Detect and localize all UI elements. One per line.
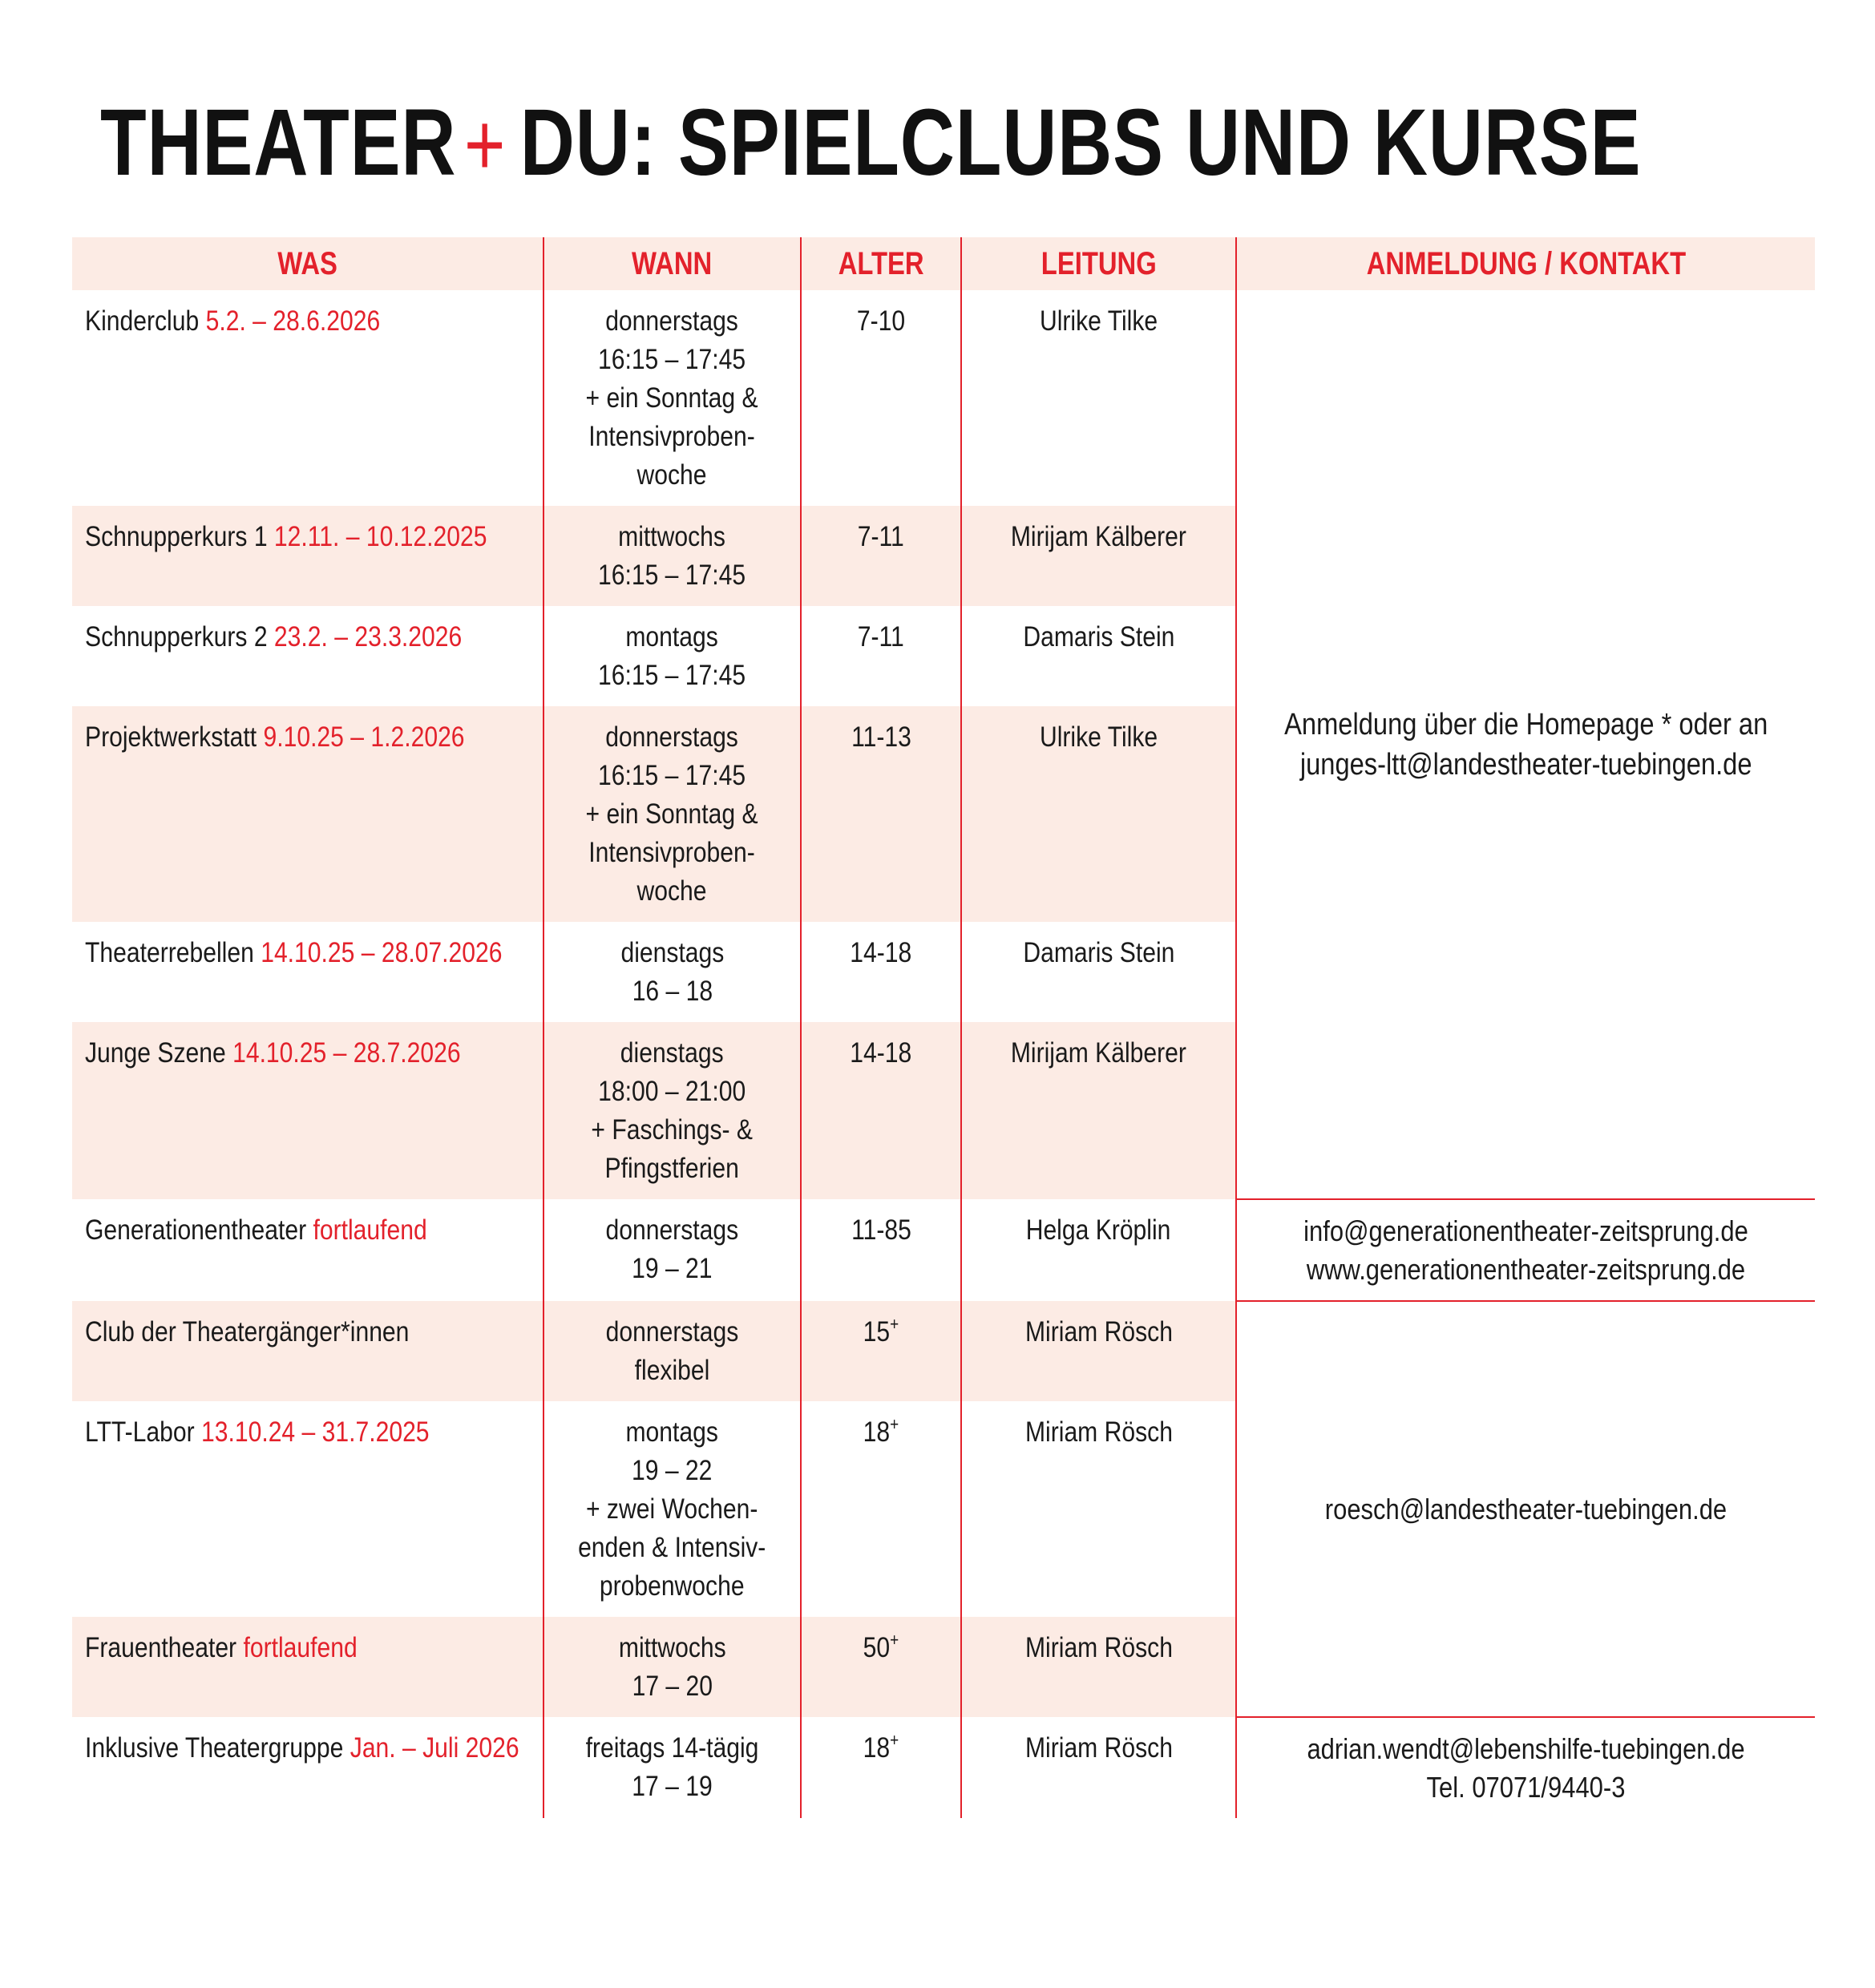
cell-was: Kinderclub 5.2. – 28.6.2026 <box>72 290 544 506</box>
cell-leitung: Damaris Stein <box>961 606 1236 706</box>
cell-was: Schnupperkurs 2 23.2. – 23.3.2026 <box>72 606 544 706</box>
cell-wann: montags 16:15 – 17:45 <box>544 606 801 706</box>
cell-wann: freitags 14-tägig 17 – 19 <box>544 1717 801 1818</box>
cell-wann: mittwochs 17 – 20 <box>544 1617 801 1717</box>
cell-was: Inklusive Theatergruppe Jan. – Juli 2026 <box>72 1717 544 1818</box>
plus-superscript: + <box>890 1314 899 1334</box>
table-row <box>72 1717 1815 1818</box>
plus-superscript: + <box>890 1630 899 1650</box>
cell-leitung: Mirijam Kälberer <box>961 506 1236 606</box>
cell-alter: 18+ <box>801 1401 961 1617</box>
cell-leitung: Mirijam Kälberer <box>961 1022 1236 1199</box>
contact-generationentheater: info@generationentheater-zeitsprung.de www.generationentheater-zeitsprung.de <box>1236 1199 1815 1301</box>
table-row <box>72 290 1815 506</box>
header-wann: WANN <box>544 237 801 290</box>
cell-wann: donnerstags 16:15 – 17:45 + ein Sonntag & Intensivproben- woche <box>544 290 801 506</box>
cell-alter: 15+ <box>801 1301 961 1401</box>
cell-leitung: Ulrike Tilke <box>961 706 1236 922</box>
cell-alter: 50+ <box>801 1617 961 1717</box>
cell-wann: dienstags 16 – 18 <box>544 922 801 1022</box>
cell-leitung: Miriam Rösch <box>961 1717 1236 1818</box>
header-was: WAS <box>72 237 544 290</box>
header-kontakt: ANMELDUNG / KONTAKT <box>1236 237 1815 290</box>
plus-superscript: + <box>890 1730 899 1750</box>
cell-leitung: Miriam Rösch <box>961 1617 1236 1717</box>
cell-was: Generationentheater fortlaufend <box>72 1199 544 1301</box>
contact-junges-ltt: Anmeldung über die Homepage * oder an junges-ltt@landestheater-tuebingen.de <box>1283 708 1768 782</box>
header-alter: ALTER <box>801 237 961 290</box>
cell-leitung: Ulrike Tilke <box>961 290 1236 506</box>
page-title <box>100 90 1642 196</box>
cell-wann: dienstags 18:00 – 21:00 + Faschings- & Pfingstferien <box>544 1022 801 1199</box>
cell-alter: 14-18 <box>801 922 961 1022</box>
cell-was: Theaterrebellen 14.10.25 – 28.07.2026 <box>72 922 544 1022</box>
cell-was: Projektwerkstatt 9.10.25 – 1.2.2026 <box>72 706 544 922</box>
cell-was: Schnupperkurs 1 12.11. – 10.12.2025 <box>72 506 544 606</box>
cell-alter: 11-13 <box>801 706 961 922</box>
cell-alter: 7-10 <box>801 290 961 506</box>
contact-lebenshilfe: adrian.wendt@lebenshilfe-tuebingen.de Tel. 07071/9440-3 <box>1236 1717 1815 1818</box>
cell-was: Frauentheater fortlaufend <box>72 1617 544 1717</box>
table-header-row <box>72 237 1815 290</box>
title-part-theater: THEATER <box>100 90 457 196</box>
cell-leitung: Miriam Rösch <box>961 1301 1236 1401</box>
course-table <box>72 237 1815 1818</box>
cell-wann: donnerstags 19 – 21 <box>544 1199 801 1301</box>
cell-wann: montags 19 – 22 + zwei Wochen- enden & Intensiv- probenwoche <box>544 1401 801 1617</box>
cell-was: LTT-Labor 13.10.24 – 31.7.2025 <box>72 1401 544 1617</box>
table-row <box>72 1301 1815 1401</box>
cell-alter: 7-11 <box>801 606 961 706</box>
cell-alter: 18+ <box>801 1717 961 1818</box>
plus-superscript: + <box>890 1414 899 1434</box>
cell-alter: 11-85 <box>801 1199 961 1301</box>
cell-leitung: Helga Kröplin <box>961 1199 1236 1301</box>
cell-wann: mittwochs 16:15 – 17:45 <box>544 506 801 606</box>
title-plus-sign: + <box>463 95 507 194</box>
cell-alter: 7-11 <box>801 506 961 606</box>
cell-leitung: Miriam Rösch <box>961 1401 1236 1617</box>
table-row <box>72 1199 1815 1301</box>
cell-wann: donnerstags 16:15 – 17:45 + ein Sonntag & Intensivproben- woche <box>544 706 801 922</box>
cell-wann: donnerstags flexibel <box>544 1301 801 1401</box>
cell-leitung: Damaris Stein <box>961 922 1236 1022</box>
header-leitung: LEITUNG <box>961 237 1236 290</box>
cell-was: Junge Szene 14.10.25 – 28.7.2026 <box>72 1022 544 1199</box>
contact-roesch: roesch@landestheater-tuebingen.de <box>1324 1493 1728 1525</box>
title-part-subtitle: DU: SPIELCLUBS UND KURSE <box>519 90 1642 196</box>
cell-was: Club der Theatergänger*innen <box>72 1301 544 1401</box>
cell-alter: 14-18 <box>801 1022 961 1199</box>
